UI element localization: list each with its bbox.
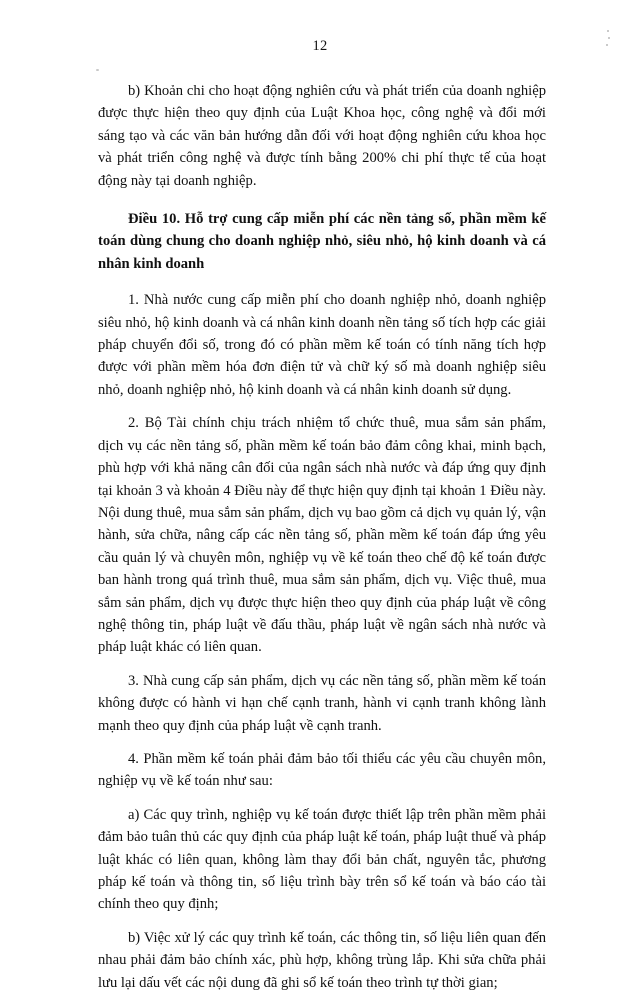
paragraph-clause-2: 2. Bộ Tài chính chịu trách nhiệm tổ chức thuê, mua sắm sản phẩm, dịch vụ các nền tảng số, phần mềm kế toán bảo đảm công khai, minh bạch, phù hợp với khả năng cân đối của ngân sách nhà nước và đáp ứng quy định tại khoản 3 và khoản 4 Điều này để thực hiện quy định tại khoản 1 Điều này. Nội dung thuê, mua sắm sản phẩm, dịch vụ bao gồm cả dịch vụ quản lý, vận hành, sửa chữa, nâng cấp các nền tảng số, phần mềm kế toán đáp ứng yêu cầu quản lý và chuyên môn, nghiệp vụ về kế toán theo chế độ kế toán được ban hành trong quá trình thuê, mua sắm sản phẩm, dịch vụ. Việc thuê, mua sắm sản phẩm, dịch vụ được thực hiện theo quy định của pháp luật về công nghệ thông tin, pháp luật về đấu thầu, pháp luật về ngân sách nhà nước và pháp luật khác có liên quan.: [98, 415, 546, 656]
paragraph-clause-4b: b) Việc xử lý các quy trình kế toán, các thông tin, số liệu liên quan đến nhau phải đảm bảo chính xác, phù hợp, không trùng lắp. Khi sửa chữa phải lưu lại dấu vết các nội dung đã ghi sổ kế toán theo trình tự thời gian;: [98, 929, 546, 991]
section-heading-dieu-10: Điều 10. Hỗ trợ cung cấp miễn phí các nền tảng số, phần mềm kế toán dùng chung cho doanh nghiệp nhỏ, siêu nhỏ, hộ kinh doanh và cá nhân kinh doanh: [98, 211, 546, 272]
paragraph-clause-1: 1. Nhà nước cung cấp miễn phí cho doanh nghiệp nhỏ, doanh nghiệp siêu nhỏ, hộ kinh doanh và cá nhân kinh doanh nền tảng số tích hợp các giải pháp chuyển đổi số, trong đó có phần mềm kế toán có tính năng tích hợp được với phần mềm hóa đơn điện tử và chữ ký số mà doanh nghiệp siêu nhỏ, doanh nghiệp nhỏ, hộ kinh doanh và cá nhân kinh doanh sử dụng.: [98, 292, 546, 398]
paragraph-b-research: b) Khoản chi cho hoạt động nghiên cứu và phát triển của doanh nghiệp được thực hiện theo quy định của Luật Khoa học, công nghệ và đổi mới sáng tạo và các văn bản hướng dẫn đối với hoạt động nghiên cứu khoa học và phát triển công nghệ và được tính bằng 200% chi phí thực tế của hoạt động này tại doanh nghiệp.: [98, 83, 546, 189]
paragraph-clause-3: 3. Nhà cung cấp sản phẩm, dịch vụ các nền tảng số, phần mềm kế toán không được có hành vi hạn chế cạnh tranh, hành vi cạnh tranh không lành mạnh theo quy định của pháp luật về cạnh tranh.: [98, 672, 546, 734]
scan-speck-icon: [96, 69, 99, 71]
document-body: [98, 80, 546, 994]
page-number: 12: [312, 38, 328, 54]
paragraph-clause-4: 4. Phần mềm kế toán phải đảm bảo tối thiểu các yêu cầu chuyên môn, nghiệp vụ về kế toán như sau:: [98, 750, 546, 790]
paragraph-clause-4a: a) Các quy trình, nghiệp vụ kế toán được thiết lập trên phần mềm phải đảm bảo tuân thủ các quy định của pháp luật kế toán, pháp luật thuế và pháp luật khác có liên quan, không làm thay đổi bản chất, nguyên tắc, phương pháp kế toán và thông tin, số liệu trình bày trên sổ kế toán và báo cáo tài chính theo quy định;: [98, 806, 546, 913]
scan-speck-icon: [607, 30, 609, 32]
